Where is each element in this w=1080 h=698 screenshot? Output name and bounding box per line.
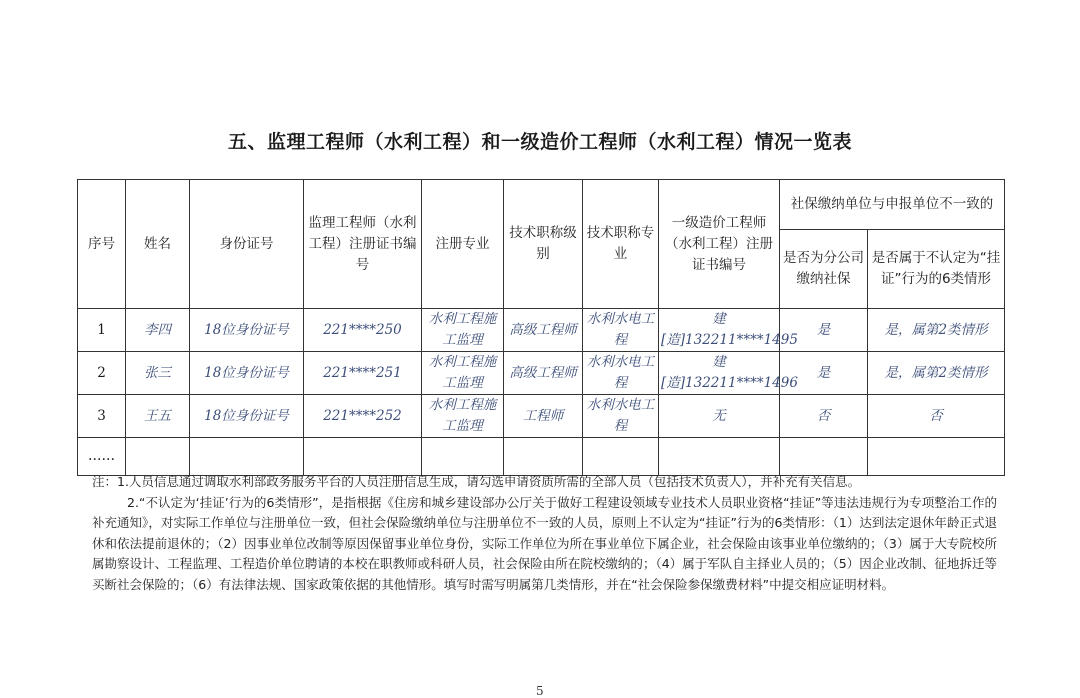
table-row-ellipsis bbox=[78, 438, 1005, 476]
cell-name: 李四 bbox=[126, 309, 190, 352]
cell-title-major: 水利水电工程 bbox=[583, 352, 659, 395]
cell-name: 王五 bbox=[126, 395, 190, 438]
page-number: 5 bbox=[536, 684, 544, 698]
cell-supervisor-cert: 221****251 bbox=[304, 352, 422, 395]
cell-supervisor-cert: 221****250 bbox=[304, 309, 422, 352]
header-seq: 序号 bbox=[78, 180, 126, 309]
header-supervisor-cert: 监理工程师（水利工程）注册证书编号 bbox=[304, 180, 422, 309]
cell-title-major: 水利水电工程 bbox=[583, 309, 659, 352]
cell-title-level: 高级工程师 bbox=[504, 309, 583, 352]
cell-id: 18位身份证号 bbox=[190, 309, 304, 352]
header-cost-cert: 一级造价工程师（水利工程）注册证书编号 bbox=[659, 180, 780, 309]
cell-cost-cert: 无 bbox=[659, 395, 780, 438]
header-not-guazheng: 是否属于不认定为“挂证”行为的6类情形 bbox=[868, 230, 1005, 309]
header-title-major: 技术职称专业 bbox=[583, 180, 659, 309]
table-row bbox=[78, 309, 1005, 352]
note-1: 注：1.人员信息通过调取水利部政务服务平台的人员注册信息生成，请勾选申请资质所需的全部人员（包括技术负责人），并补充有关信息。 bbox=[92, 474, 861, 489]
cell-supervisor-cert: 221****252 bbox=[304, 395, 422, 438]
notes bbox=[92, 472, 997, 595]
cell-seq: 2 bbox=[78, 352, 126, 395]
header-id: 身份证号 bbox=[190, 180, 304, 309]
table-row bbox=[78, 395, 1005, 438]
note-2: 2.“不认定为‘挂证’行为的6类情形”，是指根据《住房和城乡建设部办公厅关于做好工程建设领域专业技术人员职业资格“挂证”等违法违规行为专项整治工作的补充通知》，对实际工作单位与注册单位一致，但社会保险缴纳单位与注册单位不一致的人员，原则上不认定为“挂证”行为的6类情形：（1）达到法定退休年龄正式退休和依法提前退休的；（2）因事业单位改制等原因保留事业单位身份，实际工作单位为所在事业单位下属企业，社会保险由该事业单位缴纳的；（3）属于大专院校所属勘察设计、工程监理、工程造价单位聘请的本校在职教师或科研人员，社会保险由所在院校缴纳的；（4）属于军队自主择业人员的；（5）因企业改制、征地拆迁等买断社会保险的；（6）有法律法规、国家政策依据的其他情形。填写时需写明属第几类情形，并在“社会保险参保缴费材料”中提交相应证明材料。 bbox=[92, 494, 997, 592]
header-title-level: 技术职称级别 bbox=[504, 180, 583, 309]
table-row bbox=[78, 352, 1005, 395]
cell-major: 水利工程施工监理 bbox=[422, 352, 504, 395]
cell-branch-paid: 否 bbox=[780, 395, 868, 438]
header-social-group: 社保缴纳单位与申报单位不一致的 bbox=[780, 180, 1005, 230]
cell-major: 水利工程施工监理 bbox=[422, 395, 504, 438]
cell-not-guazheng: 是，属第2类情形 bbox=[868, 352, 1005, 395]
header-name: 姓名 bbox=[126, 180, 190, 309]
cell-branch-paid: 是 bbox=[780, 352, 868, 395]
header-branch-paid: 是否为分公司缴纳社保 bbox=[780, 230, 868, 309]
cell-title-level: 高级工程师 bbox=[504, 352, 583, 395]
cell-branch-paid: 是 bbox=[780, 309, 868, 352]
cell-major: 水利工程施工监理 bbox=[422, 309, 504, 352]
cell-title-level: 工程师 bbox=[504, 395, 583, 438]
cell-seq: 1 bbox=[78, 309, 126, 352]
cell-id: 18位身份证号 bbox=[190, 395, 304, 438]
cell-not-guazheng: 否 bbox=[868, 395, 1005, 438]
cell-name: 张三 bbox=[126, 352, 190, 395]
cell-cost-cert: 建[造]132211****1496 bbox=[659, 352, 780, 395]
personnel-table bbox=[77, 179, 1005, 476]
cell-ellipsis: …… bbox=[78, 438, 126, 476]
cell-seq: 3 bbox=[78, 395, 126, 438]
header-row bbox=[78, 180, 1005, 230]
page-title: 五、监理工程师（水利工程）和一级造价工程师（水利工程）情况一览表 bbox=[227, 131, 852, 153]
cell-title-major: 水利水电工程 bbox=[583, 395, 659, 438]
cell-cost-cert: 建[造]132211****1495 bbox=[659, 309, 780, 352]
cell-not-guazheng: 是，属第2类情形 bbox=[868, 309, 1005, 352]
header-major: 注册专业 bbox=[422, 180, 504, 309]
cell-id: 18位身份证号 bbox=[190, 352, 304, 395]
